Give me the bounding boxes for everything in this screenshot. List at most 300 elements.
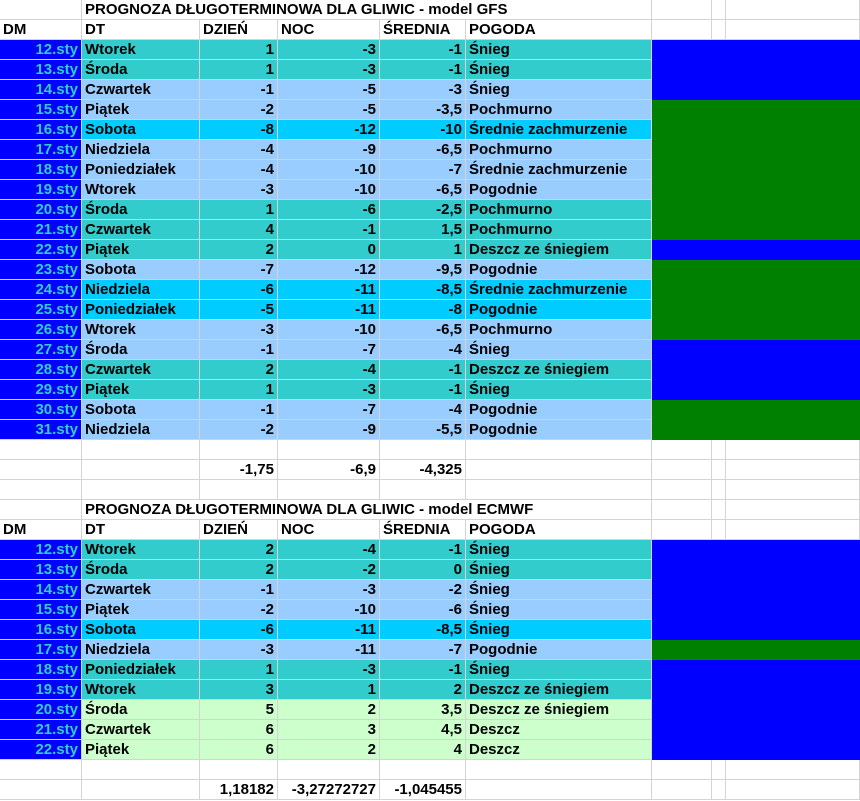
day-temp-cell[interactable]: -3 [200, 180, 278, 200]
empty-cell[interactable] [726, 480, 860, 500]
avg-temp-cell[interactable]: -7 [380, 160, 466, 180]
day-temp-cell[interactable]: -7 [200, 260, 278, 280]
weather-cell[interactable]: Pochmurno [466, 100, 652, 120]
day-temp-cell[interactable]: -1 [200, 340, 278, 360]
night-temp-cell[interactable]: -4 [278, 360, 380, 380]
avg-temp-cell[interactable]: 0 [380, 560, 466, 580]
header-dt[interactable]: DT [82, 520, 200, 540]
avg-temp-cell[interactable]: 4 [380, 740, 466, 760]
night-temp-cell[interactable]: -11 [278, 280, 380, 300]
day-temp-cell[interactable]: -2 [200, 100, 278, 120]
night-temp-cell[interactable]: -10 [278, 180, 380, 200]
weather-cell[interactable]: Deszcz [466, 740, 652, 760]
avg-temp-cell[interactable]: -1 [380, 60, 466, 80]
weather-cell[interactable]: Śnieg [466, 620, 652, 640]
day-temp-cell[interactable]: -1 [200, 80, 278, 100]
weekday-cell[interactable]: Piątek [82, 380, 200, 400]
day-temp-cell[interactable]: -2 [200, 600, 278, 620]
avg-temp-cell[interactable]: -6,5 [380, 180, 466, 200]
date-text: 14.sty [35, 81, 78, 98]
night-temp-cell[interactable]: -12 [278, 260, 380, 280]
weather-indicator[interactable] [652, 300, 860, 320]
weather-indicator[interactable] [652, 80, 860, 100]
avg-temp-cell[interactable]: -5,5 [380, 420, 466, 440]
empty-cell[interactable] [82, 480, 200, 500]
night-temp-cell[interactable]: -6 [278, 200, 380, 220]
empty-cell[interactable] [726, 440, 860, 460]
weather-indicator[interactable] [652, 420, 860, 440]
day-temp-cell[interactable]: 1 [200, 660, 278, 680]
weekday-cell[interactable]: Czwartek [82, 220, 200, 240]
weather-cell[interactable]: Śnieg [466, 40, 652, 60]
weekday-cell[interactable]: Wtorek [82, 40, 200, 60]
night-temp-cell[interactable]: 0 [278, 240, 380, 260]
date-cell[interactable] [0, 280, 82, 300]
avg-temp-cell[interactable]: -1 [380, 660, 466, 680]
empty-cell[interactable] [726, 500, 860, 520]
avg-temp-cell[interactable]: -1 [380, 40, 466, 60]
empty-cell[interactable] [652, 480, 712, 500]
weekday-cell[interactable]: Piątek [82, 740, 200, 760]
header-dm[interactable]: DM [0, 20, 82, 40]
weather-indicator[interactable] [652, 40, 860, 60]
avg-temp-cell[interactable]: -10 [380, 120, 466, 140]
avg-temp-cell[interactable]: -3,5 [380, 100, 466, 120]
weather-cell[interactable]: Śnieg [466, 600, 652, 620]
empty-cell[interactable] [0, 500, 82, 520]
weekday-cell[interactable]: Czwartek [82, 720, 200, 740]
date-cell[interactable] [0, 660, 82, 680]
weather-indicator[interactable] [652, 580, 860, 600]
day-temp-cell[interactable]: 6 [200, 740, 278, 760]
table-row [0, 700, 860, 720]
weekday-cell[interactable]: Piątek [82, 240, 200, 260]
date-cell[interactable] [0, 320, 82, 340]
day-temp-cell[interactable]: -4 [200, 160, 278, 180]
date-cell[interactable] [0, 140, 82, 160]
weekday-cell[interactable]: Wtorek [82, 180, 200, 200]
weather-cell[interactable]: Deszcz ze śniegiem [466, 700, 652, 720]
weekday-cell[interactable]: Wtorek [82, 540, 200, 560]
weather-cell[interactable]: Pochmurno [466, 200, 652, 220]
weekday-cell[interactable]: Niedziela [82, 420, 200, 440]
date-cell[interactable] [0, 680, 82, 700]
date-cell[interactable] [0, 380, 82, 400]
weekday-cell[interactable]: Środa [82, 700, 200, 720]
date-cell[interactable] [0, 580, 82, 600]
weekday-cell[interactable]: Sobota [82, 620, 200, 640]
date-cell[interactable] [0, 40, 82, 60]
weather-indicator[interactable] [652, 120, 860, 140]
empty-cell[interactable] [380, 760, 466, 780]
avg-temp-cell[interactable]: -2,5 [380, 200, 466, 220]
weekday-cell[interactable]: Środa [82, 340, 200, 360]
night-temp-cell[interactable]: 2 [278, 740, 380, 760]
weather-cell[interactable]: Deszcz [466, 720, 652, 740]
night-temp-cell[interactable]: -11 [278, 620, 380, 640]
day-temp-cell[interactable]: -2 [200, 420, 278, 440]
table-row [0, 260, 860, 280]
empty-cell[interactable] [652, 760, 712, 780]
weekday-cell[interactable]: Środa [82, 560, 200, 580]
date-cell[interactable] [0, 720, 82, 740]
date-cell[interactable] [0, 600, 82, 620]
day-temp-cell[interactable]: 2 [200, 240, 278, 260]
empty-cell[interactable] [652, 0, 712, 20]
night-temp-cell[interactable]: -12 [278, 120, 380, 140]
weekday-cell[interactable]: Środa [82, 200, 200, 220]
empty-cell[interactable] [712, 0, 726, 20]
date-cell[interactable] [0, 180, 82, 200]
day-temp-cell[interactable]: -1 [200, 400, 278, 420]
weather-indicator[interactable] [652, 560, 860, 580]
avg-temp-cell[interactable]: -9,5 [380, 260, 466, 280]
weather-cell[interactable]: Średnie zachmurzenie [466, 160, 652, 180]
empty-cell[interactable] [652, 20, 712, 40]
weekday-cell[interactable]: Czwartek [82, 360, 200, 380]
weather-cell[interactable]: Średnie zachmurzenie [466, 120, 652, 140]
weather-cell[interactable]: Deszcz ze śniegiem [466, 240, 652, 260]
avg-temp-cell[interactable]: 3,5 [380, 700, 466, 720]
night-temp-cell[interactable]: -5 [278, 100, 380, 120]
day-temp-cell[interactable]: -6 [200, 280, 278, 300]
avg-day-total[interactable]: -1,75 [200, 460, 278, 480]
date-cell[interactable] [0, 360, 82, 380]
night-temp-cell[interactable]: -7 [278, 400, 380, 420]
weekday-cell[interactable]: Niedziela [82, 280, 200, 300]
weather-cell[interactable]: Pogodnie [466, 420, 652, 440]
empty-cell[interactable] [712, 500, 726, 520]
avg-temp-cell[interactable]: -1 [380, 380, 466, 400]
weather-indicator[interactable] [652, 360, 860, 380]
weekday-cell[interactable]: Wtorek [82, 320, 200, 340]
avg-temp-cell[interactable]: -4 [380, 340, 466, 360]
night-temp-cell[interactable]: -3 [278, 380, 380, 400]
empty-cell[interactable] [652, 520, 712, 540]
date-text: 25.sty [35, 301, 78, 318]
header-day[interactable]: DZIEŃ [200, 520, 278, 540]
empty-cell[interactable] [0, 460, 82, 480]
weather-cell[interactable]: Pogodnie [466, 260, 652, 280]
weekday-cell[interactable]: Czwartek [82, 80, 200, 100]
weather-indicator[interactable] [652, 540, 860, 560]
day-temp-cell[interactable]: 4 [200, 220, 278, 240]
weather-cell[interactable]: Pochmurno [466, 140, 652, 160]
weather-indicator[interactable] [652, 400, 860, 420]
weekday-cell[interactable]: Piątek [82, 600, 200, 620]
day-temp-cell[interactable]: -8 [200, 120, 278, 140]
avg-temp-cell[interactable]: -7 [380, 640, 466, 660]
empty-cell[interactable] [200, 760, 278, 780]
weather-cell[interactable]: Śnieg [466, 560, 652, 580]
weekday-cell[interactable]: Wtorek [82, 680, 200, 700]
empty-cell[interactable] [726, 0, 860, 20]
day-temp-cell[interactable]: 2 [200, 540, 278, 560]
empty-cell[interactable] [380, 480, 466, 500]
header-night[interactable]: NOC [278, 520, 380, 540]
avg-temp-cell[interactable]: -6,5 [380, 320, 466, 340]
weather-cell[interactable]: Pochmurno [466, 220, 652, 240]
weather-cell[interactable]: Śnieg [466, 80, 652, 100]
weather-indicator[interactable] [652, 180, 860, 200]
header-weather[interactable]: POGODA [466, 20, 652, 40]
weather-cell[interactable]: Pochmurno [466, 320, 652, 340]
weather-indicator[interactable] [652, 340, 860, 360]
avg-temp-cell[interactable]: -3 [380, 80, 466, 100]
empty-cell[interactable] [652, 460, 712, 480]
night-temp-cell[interactable]: -7 [278, 340, 380, 360]
day-temp-cell[interactable]: 1 [200, 60, 278, 80]
weather-indicator[interactable] [652, 240, 860, 260]
weather-indicator[interactable] [652, 620, 860, 640]
weather-indicator[interactable] [652, 100, 860, 120]
empty-cell[interactable] [278, 440, 380, 460]
header-night[interactable]: NOC [278, 20, 380, 40]
weekday-cell[interactable]: Poniedziałek [82, 660, 200, 680]
table-row [0, 140, 860, 160]
avg-temp-cell[interactable]: 4,5 [380, 720, 466, 740]
date-cell[interactable] [0, 80, 82, 100]
header-avg[interactable]: ŚREDNIA [380, 520, 466, 540]
weather-indicator[interactable] [652, 740, 860, 760]
empty-cell[interactable] [0, 780, 82, 800]
weekday-cell[interactable]: Niedziela [82, 640, 200, 660]
weekday-cell[interactable]: Środa [82, 60, 200, 80]
empty-cell[interactable] [82, 780, 200, 800]
header-weather[interactable]: POGODA [466, 520, 652, 540]
date-cell[interactable] [0, 620, 82, 640]
night-temp-cell[interactable]: 1 [278, 680, 380, 700]
weather-cell[interactable]: Śnieg [466, 60, 652, 80]
weather-indicator[interactable] [652, 160, 860, 180]
empty-cell[interactable] [466, 480, 652, 500]
header-dt[interactable]: DT [82, 20, 200, 40]
weather-indicator[interactable] [652, 320, 860, 340]
day-temp-cell[interactable]: 1 [200, 380, 278, 400]
weather-cell[interactable]: Pogodnie [466, 400, 652, 420]
weather-cell[interactable]: Średnie zachmurzenie [466, 280, 652, 300]
weather-cell[interactable]: Deszcz ze śniegiem [466, 360, 652, 380]
day-temp-cell[interactable]: 3 [200, 680, 278, 700]
weekday-cell[interactable]: Poniedziałek [82, 160, 200, 180]
table-row [0, 240, 860, 260]
night-temp-cell[interactable]: -3 [278, 580, 380, 600]
weather-indicator[interactable] [652, 220, 860, 240]
date-cell[interactable] [0, 200, 82, 220]
night-temp-cell[interactable]: -3 [278, 40, 380, 60]
date-cell[interactable] [0, 260, 82, 280]
avg-temp-cell[interactable]: 2 [380, 680, 466, 700]
avg-temp-cell[interactable]: -6,5 [380, 140, 466, 160]
empty-cell[interactable] [0, 440, 82, 460]
empty-cell[interactable] [0, 0, 82, 20]
empty-cell[interactable] [278, 480, 380, 500]
weather-cell[interactable]: Śnieg [466, 660, 652, 680]
night-temp-cell[interactable]: 3 [278, 720, 380, 740]
night-temp-cell[interactable]: -9 [278, 140, 380, 160]
weather-indicator[interactable] [652, 720, 860, 740]
avg-temp-cell[interactable]: -6 [380, 600, 466, 620]
weekday-cell[interactable]: Czwartek [82, 580, 200, 600]
empty-cell[interactable] [712, 520, 726, 540]
day-temp-cell[interactable]: -5 [200, 300, 278, 320]
empty-cell[interactable] [466, 780, 652, 800]
avg-temp-cell[interactable]: -8 [380, 300, 466, 320]
day-temp-cell[interactable]: 1 [200, 40, 278, 60]
day-temp-cell[interactable]: -1 [200, 580, 278, 600]
weather-indicator[interactable] [652, 260, 860, 280]
date-cell[interactable] [0, 240, 82, 260]
empty-cell[interactable] [726, 780, 860, 800]
weather-indicator[interactable] [652, 680, 860, 700]
date-text: 28.sty [35, 361, 78, 378]
day-temp-cell[interactable]: 5 [200, 700, 278, 720]
weather-cell[interactable]: Śnieg [466, 340, 652, 360]
weather-cell[interactable]: Śnieg [466, 580, 652, 600]
empty-cell[interactable] [82, 440, 200, 460]
date-cell[interactable] [0, 700, 82, 720]
weather-indicator[interactable] [652, 380, 860, 400]
avg-temp-cell[interactable]: -1 [380, 360, 466, 380]
avg-day-total[interactable]: 1,18182 [200, 780, 278, 800]
weather-cell[interactable]: Pogodnie [466, 180, 652, 200]
night-temp-cell[interactable]: -4 [278, 540, 380, 560]
night-temp-cell[interactable]: -2 [278, 560, 380, 580]
avg-temp-cell[interactable]: 1,5 [380, 220, 466, 240]
weekday-cell[interactable]: Niedziela [82, 140, 200, 160]
empty-cell[interactable] [726, 760, 860, 780]
date-cell[interactable] [0, 220, 82, 240]
date-cell[interactable] [0, 740, 82, 760]
header-avg[interactable]: ŚREDNIA [380, 20, 466, 40]
empty-cell[interactable] [652, 440, 712, 460]
date-cell[interactable] [0, 300, 82, 320]
avg-temp-cell[interactable]: -8,5 [380, 620, 466, 640]
date-cell[interactable] [0, 540, 82, 560]
weather-cell[interactable]: Pogodnie [466, 300, 652, 320]
empty-cell[interactable] [712, 480, 726, 500]
weekday-cell[interactable]: Piątek [82, 100, 200, 120]
weekday-cell[interactable]: Sobota [82, 260, 200, 280]
weekday-cell[interactable]: Poniedziałek [82, 300, 200, 320]
avg-night-total[interactable]: -3,27272727 [278, 780, 380, 800]
night-temp-cell[interactable]: -5 [278, 80, 380, 100]
avg-night-total[interactable]: -6,9 [278, 460, 380, 480]
day-temp-cell[interactable]: 1 [200, 200, 278, 220]
weather-indicator[interactable] [652, 200, 860, 220]
night-temp-cell[interactable]: -10 [278, 320, 380, 340]
empty-cell[interactable] [466, 460, 652, 480]
sheet-title[interactable]: PROGNOZA DŁUGOTERMINOWA DLA GLIWIC - model ECMWF [82, 500, 652, 520]
night-temp-cell[interactable]: -10 [278, 600, 380, 620]
empty-cell[interactable] [466, 440, 652, 460]
empty-cell[interactable] [0, 760, 82, 780]
night-temp-cell[interactable]: -3 [278, 60, 380, 80]
header-dm[interactable]: DM [0, 520, 82, 540]
day-temp-cell[interactable]: -4 [200, 140, 278, 160]
date-cell[interactable] [0, 400, 82, 420]
weather-indicator[interactable] [652, 700, 860, 720]
header-day[interactable]: DZIEŃ [200, 20, 278, 40]
empty-cell[interactable] [380, 440, 466, 460]
avg-temp-cell[interactable]: -8,5 [380, 280, 466, 300]
empty-cell[interactable] [200, 480, 278, 500]
empty-cell[interactable] [712, 20, 726, 40]
empty-cell[interactable] [726, 460, 860, 480]
date-text: 13.sty [35, 61, 78, 78]
day-temp-cell[interactable]: -3 [200, 640, 278, 660]
sheet-title[interactable]: PROGNOZA DŁUGOTERMINOWA DLA GLIWIC - model GFS [82, 0, 652, 20]
avg-temp-cell[interactable]: -2 [380, 580, 466, 600]
night-temp-cell[interactable]: -3 [278, 660, 380, 680]
day-temp-cell[interactable]: 6 [200, 720, 278, 740]
day-temp-cell[interactable]: 2 [200, 360, 278, 380]
empty-cell[interactable] [726, 520, 860, 540]
empty-cell[interactable] [200, 440, 278, 460]
empty-cell[interactable] [82, 760, 200, 780]
day-temp-cell[interactable]: -3 [200, 320, 278, 340]
weather-indicator[interactable] [652, 140, 860, 160]
night-temp-cell[interactable]: -9 [278, 420, 380, 440]
empty-cell[interactable] [466, 760, 652, 780]
empty-cell[interactable] [652, 780, 712, 800]
day-temp-cell[interactable]: 2 [200, 560, 278, 580]
date-cell[interactable] [0, 100, 82, 120]
date-text: 22.sty [35, 741, 78, 758]
avg-mean-total[interactable]: -4,325 [380, 460, 466, 480]
weather-indicator[interactable] [652, 640, 860, 660]
empty-cell[interactable] [278, 760, 380, 780]
avg-temp-cell[interactable]: 1 [380, 240, 466, 260]
empty-cell[interactable] [712, 440, 726, 460]
date-cell[interactable] [0, 120, 82, 140]
date-cell[interactable] [0, 60, 82, 80]
weather-cell[interactable]: Pogodnie [466, 640, 652, 660]
date-text: 18.sty [35, 661, 78, 678]
weather-indicator[interactable] [652, 600, 860, 620]
avg-temp-cell[interactable]: -1 [380, 540, 466, 560]
day-temp-cell[interactable]: -6 [200, 620, 278, 640]
empty-cell[interactable] [712, 460, 726, 480]
date-cell[interactable] [0, 560, 82, 580]
weather-cell[interactable]: Śnieg [466, 540, 652, 560]
empty-cell[interactable] [82, 460, 200, 480]
avg-temp-cell[interactable]: -4 [380, 400, 466, 420]
empty-cell[interactable] [0, 480, 82, 500]
empty-cell[interactable] [712, 760, 726, 780]
night-temp-cell[interactable]: -1 [278, 220, 380, 240]
date-cell[interactable] [0, 420, 82, 440]
date-cell[interactable] [0, 640, 82, 660]
night-temp-cell[interactable]: -11 [278, 640, 380, 660]
night-temp-cell[interactable]: -11 [278, 300, 380, 320]
empty-cell[interactable] [726, 20, 860, 40]
weather-cell[interactable]: Deszcz ze śniegiem [466, 680, 652, 700]
avg-mean-total[interactable]: -1,045455 [380, 780, 466, 800]
weather-cell[interactable]: Śnieg [466, 380, 652, 400]
weekday-cell[interactable]: Sobota [82, 120, 200, 140]
weather-indicator[interactable] [652, 60, 860, 80]
empty-cell[interactable] [652, 500, 712, 520]
empty-cell[interactable] [712, 780, 726, 800]
night-temp-cell[interactable]: 2 [278, 700, 380, 720]
weekday-cell[interactable]: Sobota [82, 400, 200, 420]
night-temp-cell[interactable]: -10 [278, 160, 380, 180]
weather-indicator[interactable] [652, 660, 860, 680]
date-cell[interactable] [0, 340, 82, 360]
weather-indicator[interactable] [652, 280, 860, 300]
date-cell[interactable] [0, 160, 82, 180]
